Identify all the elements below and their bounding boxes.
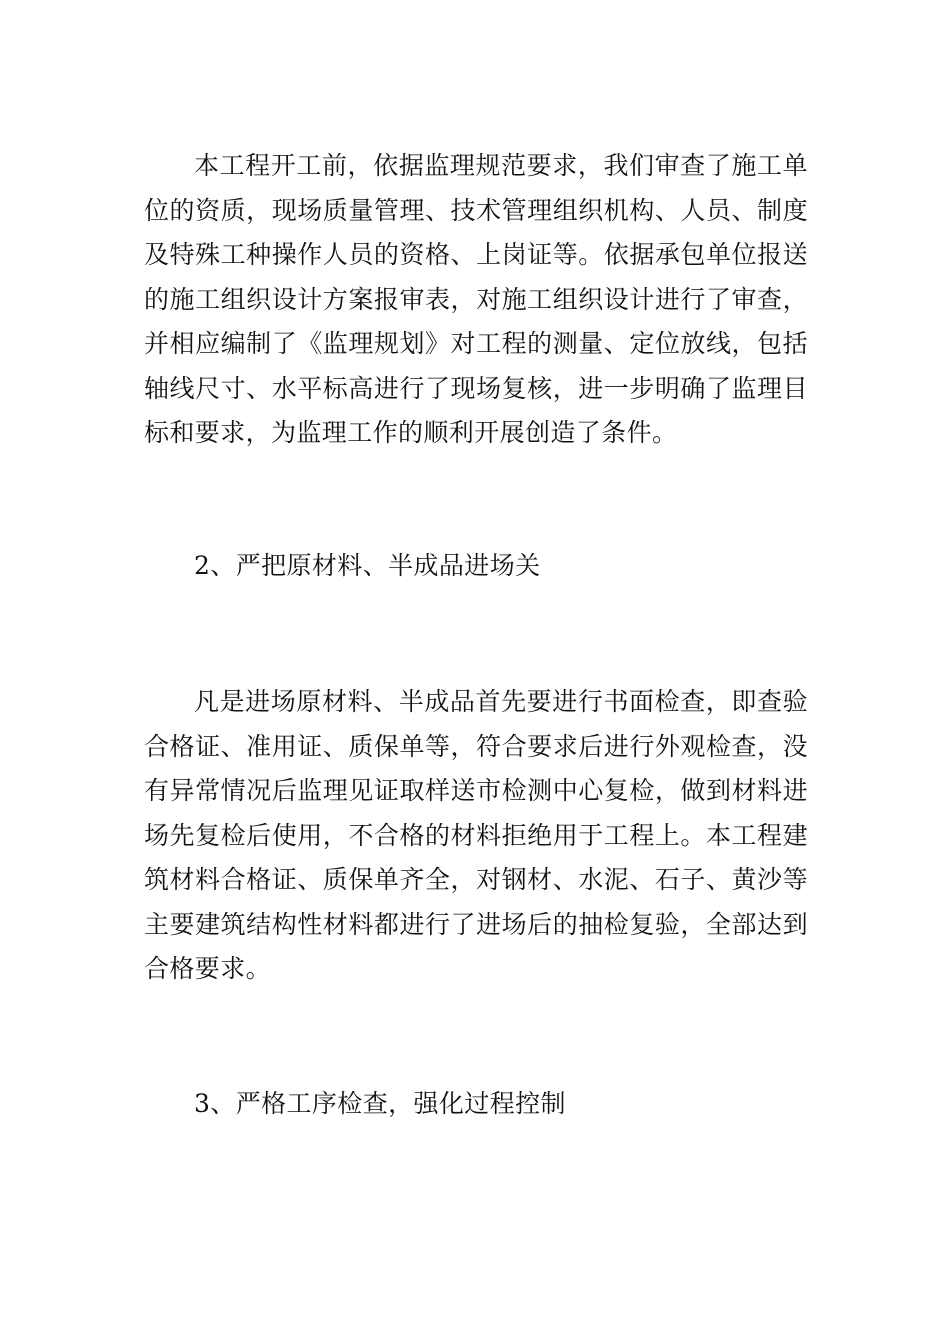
section-heading-materials: 2、严把原材料、半成品进场关 (194, 551, 541, 580)
section-heading-process-control: 3、严格工序检查，强化过程控制 (194, 1089, 566, 1118)
paragraph-materials-inspection: 凡是进场原材料、半成品首先要进行书面检查，即查验合格证、准用证、质保单等，符合要求后进行外观检查，没有异常情况后监理见证取样送市检测中心复检，做到材料进场先复检后使用，不合格的材料拒绝用于工程上。本工程建筑材料合格证、质保单齐全，对钢材、水泥、石子、黄沙等主要建筑结构性材料都进行了进场后的抽检复验，全部达到合格要求。 (144, 687, 808, 983)
paragraph-preconstruction-review: 本工程开工前，依据监理规范要求，我们审查了施工单位的资质，现场质量管理、技术管理组织机构、人员、制度及特殊工种操作人员的资格、上岗证等。依据承包单位报送的施工组织设计方案报审表，对施工组织设计进行了审查，并相应编制了《监理规划》对工程的测量、定位放线，包括轴线尺寸、水平标高进行了现场复核，进一步明确了监理目标和要求，为监理工作的顺利开展创造了条件。 (144, 151, 808, 447)
